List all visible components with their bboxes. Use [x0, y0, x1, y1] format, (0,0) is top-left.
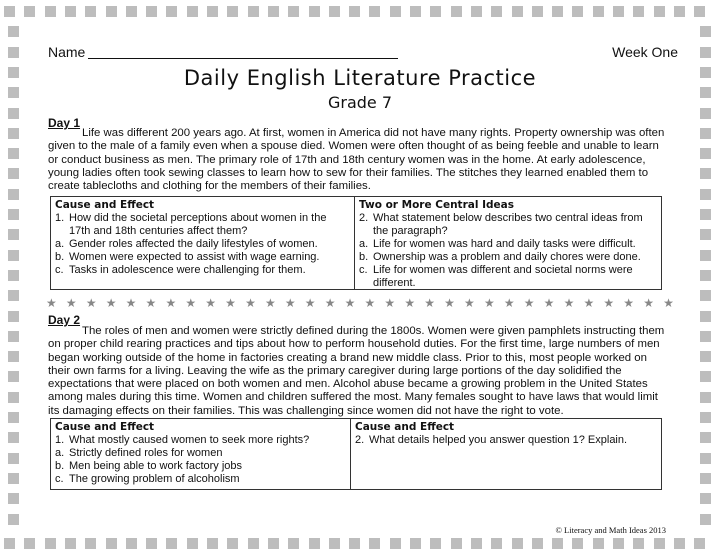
border-square — [288, 538, 299, 549]
border-square — [227, 6, 238, 17]
border-square — [8, 229, 19, 240]
border-square — [451, 6, 462, 17]
star-icon: ★ — [384, 296, 396, 310]
border-square — [700, 128, 711, 139]
border-square — [593, 6, 604, 17]
star-icon: ★ — [46, 296, 57, 310]
border-square — [700, 473, 711, 484]
star-icon: ★ — [424, 296, 435, 310]
border-square — [8, 371, 19, 382]
border-square — [8, 209, 19, 220]
day2-left-cell — [51, 419, 351, 489]
item-marker: c. — [55, 473, 64, 485]
item-text: The growing problem of alcoholism — [69, 473, 240, 485]
star-icon: ★ — [364, 296, 376, 310]
star-icon: ★ — [264, 296, 276, 310]
question-item — [55, 447, 346, 460]
day2-question-box — [50, 418, 662, 490]
day2-right-items — [355, 434, 657, 447]
border-square — [24, 6, 35, 17]
question-item — [55, 264, 350, 277]
question-item — [355, 434, 657, 447]
border-square — [4, 538, 15, 549]
border-square — [126, 538, 137, 549]
border-square — [8, 331, 19, 342]
star-icon: ★ — [85, 296, 97, 310]
item-marker: 2. — [355, 434, 365, 446]
item-text: Tasks in adolescence were challenging for them. — [69, 264, 306, 276]
border-square — [4, 6, 15, 17]
border-square — [349, 538, 360, 549]
border-square — [700, 412, 711, 423]
border-square — [552, 538, 563, 549]
border-square — [700, 168, 711, 179]
item-text: Life for women was hard and daily tasks were difficult. — [373, 238, 636, 250]
border-square — [700, 331, 711, 342]
day2-passage: The roles of men and women were strictly defined during the 1800s. Women were given pamphlets instructing them on proper child rearing practices and tips about how to perform household duties. For the first time, large numbers of men began working outside of the home in factories creating a brand new middle class. Prior to this, most people worked on their own farms for a living. Leaving the wife as the primary caregiver during large portions of the day solidified the expectations that were placed on both women and men. Alcohol abuse became a growing problem in the United States among males during this time. Women and children suffered the most. Many females sought to have laws that would limit its damaging effects on their families. This was challenging since women did not have the right to vote. — [48, 325, 665, 417]
border-square — [8, 270, 19, 281]
star-icon: ★ — [444, 296, 455, 310]
border-square — [329, 538, 340, 549]
item-text: Ownership was a problem and daily chores were done. — [373, 251, 641, 263]
day1-left-items — [55, 212, 350, 277]
star-icon: ★ — [225, 296, 236, 310]
border-square — [227, 538, 238, 549]
star-icon: ★ — [503, 296, 515, 310]
border-square — [674, 538, 685, 549]
border-square — [268, 538, 279, 549]
border-square — [700, 371, 711, 382]
star-icon: ★ — [344, 296, 356, 310]
item-text: What statement below describes two central ideas from the paragraph? — [373, 212, 643, 237]
border-square — [8, 514, 19, 525]
star-icon: ★ — [105, 296, 117, 310]
border-square — [654, 6, 665, 17]
border-square — [349, 6, 360, 17]
name-row — [48, 44, 678, 62]
border-square — [288, 6, 299, 17]
question-item — [55, 238, 350, 251]
border-square — [700, 392, 711, 403]
border-square — [207, 538, 218, 549]
border-square — [85, 6, 96, 17]
name-line[interactable] — [88, 58, 398, 59]
day2-left-items — [55, 434, 346, 486]
border-square — [8, 168, 19, 179]
border-square — [8, 412, 19, 423]
border-square — [410, 6, 421, 17]
border-square — [532, 538, 543, 549]
day1-left-cell — [51, 197, 355, 289]
border-square — [532, 6, 543, 17]
star-icon: ★ — [663, 296, 674, 310]
border-square — [309, 6, 320, 17]
star-icon: ★ — [145, 296, 157, 310]
item-text: Gender roles affected the daily lifestyles of women. — [69, 238, 318, 250]
item-marker: c. — [55, 264, 64, 276]
question-item — [55, 473, 346, 486]
border-square — [552, 6, 563, 17]
border-square — [700, 47, 711, 58]
border-square — [633, 538, 644, 549]
border-square — [8, 311, 19, 322]
border-square — [8, 351, 19, 362]
border-square — [512, 6, 523, 17]
item-text: What mostly caused women to seek more rights? — [69, 434, 310, 446]
border-square — [700, 290, 711, 301]
item-marker: 1. — [55, 434, 65, 446]
star-divider — [46, 296, 674, 310]
day1-passage: Life was different 200 years ago. At first, women in America did not have many rights. Property ownership was often given to the male of a family even when a spouse died. Women were often thought of as being feeble and unable to learn or conduct business as men. The primary role of 17th and 18th century women was in the home. At early adolescence, young ladies often took sewing classes to learn how to sew for their families. The stitches they learned enabled them to create tablecloths and clothing for the members of their families. — [48, 127, 665, 193]
star-icon: ★ — [304, 296, 316, 310]
border-square — [694, 538, 705, 549]
question-item — [359, 264, 657, 290]
border-square — [471, 538, 482, 549]
border-square — [674, 6, 685, 17]
border-square — [430, 6, 441, 17]
border-square — [187, 538, 198, 549]
border-square — [45, 538, 56, 549]
border-square — [8, 473, 19, 484]
star-icon: ★ — [583, 296, 595, 310]
border-square — [45, 6, 56, 17]
star-icon: ★ — [284, 296, 296, 310]
item-text: How did the societal perceptions about women in the 17th and 18th centuries affect them? — [69, 212, 327, 237]
border-square — [700, 250, 711, 261]
item-marker: c. — [359, 264, 368, 276]
star-icon: ★ — [623, 296, 635, 310]
item-marker: a. — [55, 447, 65, 459]
border-square — [207, 6, 218, 17]
border-square — [106, 538, 117, 549]
star-icon: ★ — [65, 296, 77, 310]
grade-label: Grade 7 — [327, 93, 393, 112]
star-icon: ★ — [185, 296, 197, 310]
star-icon: ★ — [523, 296, 535, 310]
border-square — [65, 6, 76, 17]
border-square — [572, 538, 583, 549]
item-marker: b. — [55, 251, 65, 263]
item-text: Men being able to work factory jobs — [69, 460, 243, 472]
border-square — [8, 392, 19, 403]
border-square — [8, 453, 19, 464]
question-item — [55, 460, 346, 473]
star-icon: ★ — [245, 296, 256, 310]
star-icon: ★ — [543, 296, 555, 310]
item-text: What details helped you answer question 1? Explain. — [369, 434, 628, 446]
day2-left-heading: Cause and Effect — [55, 421, 155, 433]
item-text: Life for women was different and societal norms were different. — [373, 264, 633, 289]
border-square — [451, 538, 462, 549]
item-marker: b. — [55, 460, 65, 472]
border-square — [700, 514, 711, 525]
border-square — [106, 6, 117, 17]
item-marker: b. — [359, 251, 369, 263]
border-square — [700, 26, 711, 37]
border-square — [369, 6, 380, 17]
item-marker: a. — [359, 238, 369, 250]
page-title: Daily English Literature Practice — [183, 66, 537, 90]
border-square — [491, 6, 502, 17]
star-icon: ★ — [404, 296, 416, 310]
item-marker: 2. — [359, 212, 369, 224]
star-icon: ★ — [464, 296, 475, 310]
border-square — [593, 538, 604, 549]
border-square — [613, 538, 624, 549]
border-square — [613, 6, 624, 17]
border-square — [572, 6, 583, 17]
border-square — [700, 493, 711, 504]
border-square — [85, 538, 96, 549]
border-square — [700, 189, 711, 200]
border-square — [471, 6, 482, 17]
border-square — [694, 6, 705, 17]
border-square — [146, 538, 157, 549]
border-square — [410, 538, 421, 549]
border-square — [369, 538, 380, 549]
item-text: Strictly defined roles for women — [69, 447, 223, 459]
copyright-text: © Literacy and Math Ideas 2013 — [555, 525, 666, 535]
star-icon: ★ — [165, 296, 177, 310]
border-square — [166, 538, 177, 549]
border-square — [430, 538, 441, 549]
border-square — [700, 432, 711, 443]
border-square — [8, 148, 19, 159]
border-square — [700, 148, 711, 159]
border-square — [8, 432, 19, 443]
item-text: Women were expected to assist with wage earning. — [69, 251, 320, 263]
day1-right-cell — [355, 197, 661, 289]
border-square — [146, 6, 157, 17]
border-square — [390, 538, 401, 549]
day2-label: Day 2 — [48, 313, 81, 327]
question-item — [359, 212, 657, 238]
border-square — [390, 6, 401, 17]
border-square — [491, 538, 502, 549]
border-square — [8, 26, 19, 37]
star-icon: ★ — [603, 296, 615, 310]
item-marker: 1. — [55, 212, 65, 224]
border-square — [8, 128, 19, 139]
border-square — [329, 6, 340, 17]
border-square — [654, 538, 665, 549]
star-icon: ★ — [643, 296, 654, 310]
question-item — [55, 212, 350, 238]
question-item — [55, 251, 350, 264]
day1-right-heading: Two or More Central Ideas — [359, 199, 514, 211]
item-marker: a. — [55, 238, 65, 250]
border-square — [8, 493, 19, 504]
border-square — [700, 311, 711, 322]
border-square — [8, 250, 19, 261]
day2-right-cell — [351, 419, 661, 489]
border-square — [248, 6, 259, 17]
day1-question-box — [50, 196, 662, 290]
border-square — [309, 538, 320, 549]
day1-label: Day 1 — [48, 116, 81, 130]
border-square — [8, 189, 19, 200]
week-label: Week One — [612, 44, 678, 60]
question-item — [55, 434, 346, 447]
star-icon: ★ — [483, 296, 495, 310]
question-item — [359, 251, 657, 264]
question-item — [359, 238, 657, 251]
day2-right-heading: Cause and Effect — [355, 421, 455, 433]
border-square — [166, 6, 177, 17]
border-square — [8, 47, 19, 58]
name-label: Name — [48, 44, 86, 60]
border-square — [700, 351, 711, 362]
border-square — [700, 209, 711, 220]
border-square — [65, 538, 76, 549]
star-icon: ★ — [563, 296, 575, 310]
border-square — [512, 538, 523, 549]
border-square — [24, 538, 35, 549]
border-square — [268, 6, 279, 17]
border-square — [700, 453, 711, 464]
border-square — [248, 538, 259, 549]
border-square — [126, 6, 137, 17]
day1-left-heading: Cause and Effect — [55, 199, 155, 211]
border-square — [633, 6, 644, 17]
border-square — [187, 6, 198, 17]
border-square — [700, 270, 711, 281]
star-icon: ★ — [324, 296, 336, 310]
star-icon: ★ — [205, 296, 217, 310]
border-square — [700, 229, 711, 240]
star-icon: ★ — [125, 296, 137, 310]
day1-right-items — [359, 212, 657, 290]
border-square — [8, 290, 19, 301]
